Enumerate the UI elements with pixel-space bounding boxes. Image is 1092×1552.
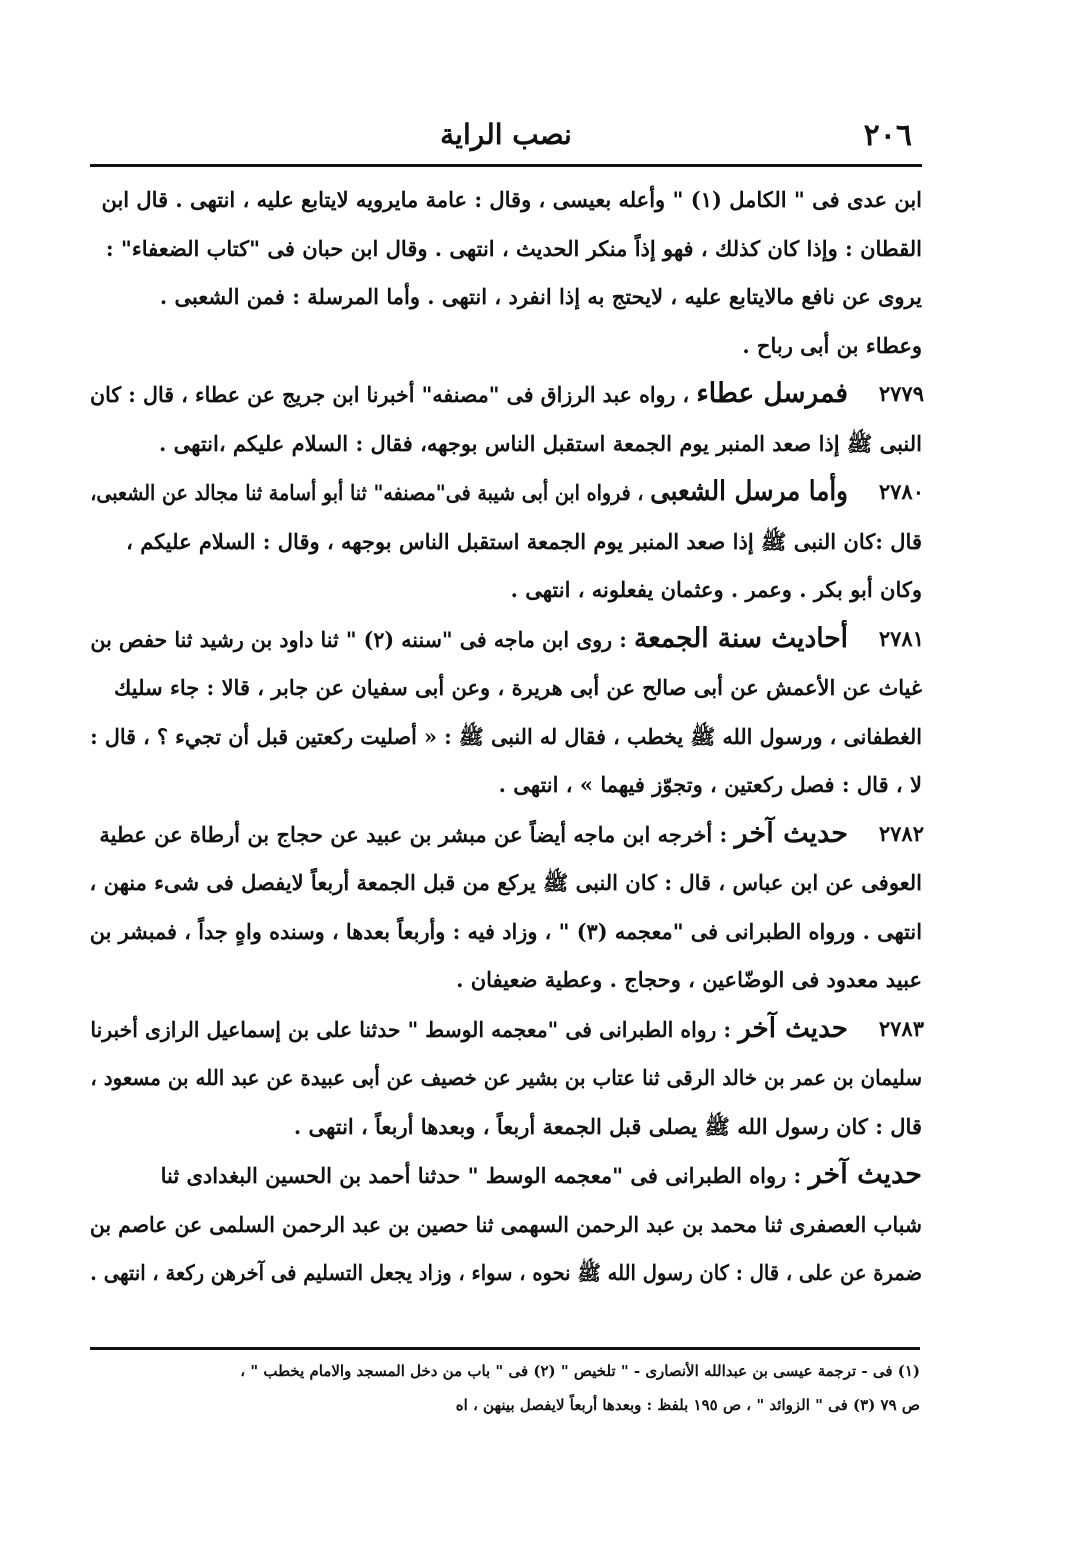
text-line: شباب العصفرى ثنا محمد بن عبد الرحمن السهمى ثنا حصين بن عبد الرحمن السلمى عن عاصم بن — [89, 1211, 922, 1237]
text-line: سليمان بن عمر بن خالد الرقى ثنا عتاب بن بشير عن خصيف عن أبى عبيدة عن عبد الله بن مسعود ، — [90, 1065, 923, 1090]
text-line: ضمرة عن على ، قال : كان رسول الله ﷺ نحوه ، سواء ، وزاد يجعل التسليم فى آخرهن ركعة ، انتهى . — [90, 1260, 922, 1285]
text-line — [90, 1005, 848, 1055]
text-line: انتهى . ورواه الطبرانى فى "معجمه (٣) " ، وزاد فيه : وأربعاً بعدها ، وسنده واهٍ جداً ، فمبشر بن — [89, 918, 922, 944]
text-line: غياث عن الأعمش عن أبى صالح عن أبى هريرة ، وعن أبى سفيان عن جابر ، قالا : جاء سليك — [114, 675, 922, 700]
text-line — [90, 615, 848, 665]
text-line: قال : كان رسول الله ﷺ يصلى قبل الجمعة أربعاً ، وبعدها أربعاً ، انتهى . — [293, 1113, 922, 1139]
text-line: الغطفانى ، ورسول الله ﷺ يخطب ، فقال له النبى ﷺ : « أصليت ركعتين قبل أن تجيء ؟ ، قال : — [90, 723, 923, 749]
hadith-entry-2782 — [90, 810, 922, 1005]
entry-number: ٢٧٨٣ — [878, 1015, 924, 1041]
text-segment: : رواه الطبرانى فى "معجمه الوسط " حدثنا على بن إسماعيل الرازى أخبرنا — [90, 1016, 732, 1042]
entry-number: ٢٧٨٠ — [878, 479, 924, 504]
entry-lead: حديث آخر — [808, 1159, 922, 1190]
hadith-entry-2779 — [90, 370, 922, 468]
page-header — [90, 112, 922, 160]
page-body — [90, 176, 922, 1298]
header-rule — [90, 164, 922, 167]
text-line: يروى عن نافع مالايتابع عليه ، لايحتج به إذا انفرد ، انتهى . وأما المرسلة : فمن الشعبى . — [159, 284, 922, 309]
text-line — [90, 468, 848, 518]
entry-number: ٢٧٨٢ — [878, 820, 924, 846]
text-segment: : رواه الطبرانى فى "معجمه الوسط " حدثنا أحمد بن الحسين البغدادى ثنا — [160, 1163, 802, 1188]
text-line: ابن عدى فى " الكامل (١) " وأعله بعيسى ، وقال : عامة مايرويه لايتابع عليه ، انتهى . قال ابن — [101, 187, 922, 212]
text-line: العوفى عن ابن عباس ، قال : كان النبى ﷺ يركع من قبل الجمعة أربعاً لايفصل فى شىء منهن ، — [89, 870, 922, 895]
entry-lead: أحاديث سنة الجمعة — [633, 622, 848, 654]
entry-lead: حديث آخر — [734, 817, 848, 849]
text-line: وعطاء بن أبى رباح . — [742, 332, 922, 358]
hadith-entry-unnumbered — [90, 1151, 922, 1298]
entry-lead: فمرسل عطاء — [696, 378, 848, 409]
footnote-line: (١) فى - ترجمة عيسى بن عبدالله الأنصارى - " تلخيص " (٢) فى " باب من دخل المسجد والامام يخطب " ، — [240, 1362, 920, 1380]
footnote-line: ص ٧٩ (٣) فى " الزوائد " ، ص ١٩٥ بلفظ : وبعدها أربعاً لايفصل بينهن ، اه — [455, 1396, 920, 1414]
text-line — [90, 1151, 922, 1201]
entry-number: ٢٧٨١ — [878, 625, 924, 651]
entry-lead: حديث آخر — [738, 1012, 848, 1044]
text-line — [90, 370, 848, 420]
running-title: نصب الراية — [440, 118, 572, 151]
hadith-entry-2780 — [90, 468, 922, 615]
text-line: عبيد معدود فى الوضّاعين ، وحجاج . وعطية ضعيفان . — [456, 967, 922, 992]
footnotes — [90, 1354, 920, 1422]
text-segment: : روى ابن ماجه فى "سننه (٢) " ثنا داود بن رشيد ثنا حفص بن — [90, 626, 627, 652]
text-segment: ، فرواه ابن أبى شيبة فى"مصنفه" ثنا أبو أسامة ثنا مجالد عن الشعبى، — [90, 480, 644, 505]
hadith-entry-2783 — [90, 1005, 922, 1152]
entry-number: ٢٧٧٩ — [878, 381, 924, 406]
page-number: ٢٠٦ — [863, 118, 912, 153]
text-line: وكان أبو بكر . وعمر . وعثمان يفعلونه ، انتهى . — [510, 577, 922, 602]
hadith-entry-2781 — [90, 615, 922, 810]
intro-paragraph — [90, 176, 922, 370]
text-line: قال :كان النبى ﷺ إذا صعد المنبر يوم الجمعة استقبل الناس بوجهه ، وقال : السلام عليكم ، — [126, 528, 922, 554]
text-line — [90, 810, 848, 860]
text-segment: : أخرجه ابن ماجه أيضاً عن مبشر بن عبيد عن حجاج بن أرطاة عن عطية — [99, 821, 728, 847]
text-line: النبى ﷺ إذا صعد المنبر يوم الجمعة استقبل الناس بوجهه، فقال : السلام عليكم ،انتهى . — [159, 430, 922, 456]
entry-lead: وأما مرسل الشعبى — [650, 476, 848, 507]
footnote-rule — [90, 1347, 920, 1350]
text-segment: ، رواه عبد الرزاق فى "مصنفه" أخبرنا ابن جريج عن عطاء ، قال : كان — [90, 382, 690, 407]
text-line: لا ، قال : فصل ركعتين ، وتجوّز فيهما » ، انتهى . — [498, 772, 922, 797]
text-line: القطان : وإذا كان كذلك ، فهو إذاً منكر الحديث ، انتهى . وقال ابن حبان فى "كتاب الضعفاء" : — [105, 235, 922, 261]
